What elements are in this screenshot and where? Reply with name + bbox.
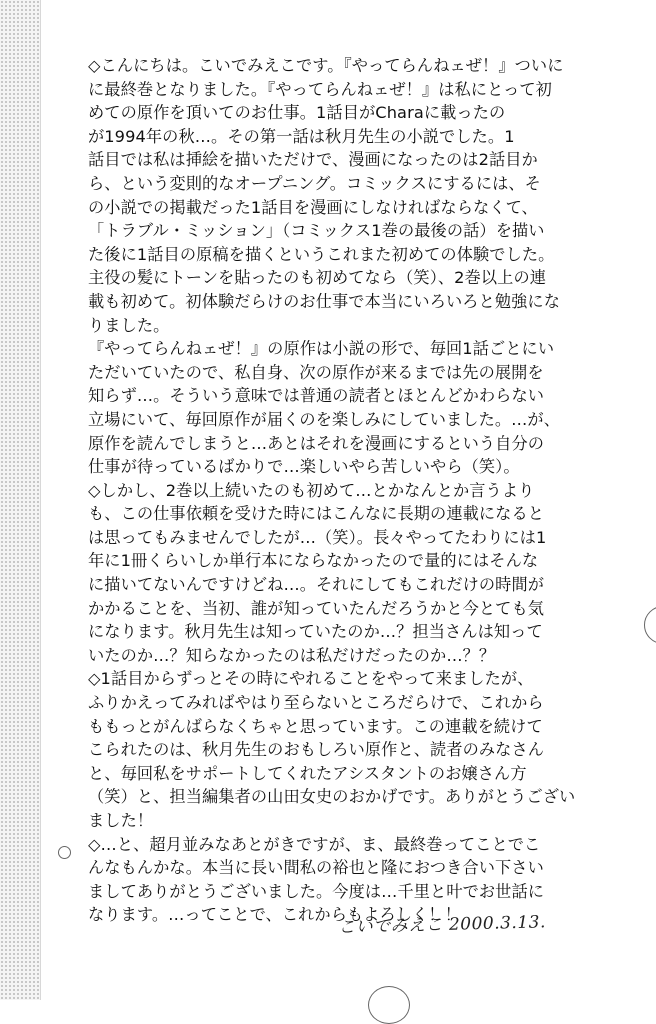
afterword-line: と、毎回私をサポートしてくれたアシスタントのお嬢さん方	[88, 763, 527, 783]
screentone-margin-strip	[0, 0, 40, 1000]
afterword-line: ら、という変則的なオープニング。コミックスにするには、そ	[88, 173, 541, 193]
afterword-line: かかることを、当初、誰が知っていたんだろうかと今とても気	[88, 598, 545, 618]
afterword-line: なります。…ってことで、これからもよろしく！！	[88, 905, 461, 925]
afterword-line: は思ってもみませんでしたが…（笑）。長々やってたわりには1	[88, 527, 547, 547]
afterword-line: が1994年の秋…。その第一話は秋月先生の小説でした。1	[88, 126, 515, 146]
margin-divider	[40, 0, 41, 1000]
afterword-line: いたのか…？知らなかったのは私だけだったのか…？？	[88, 645, 496, 665]
afterword-line: ただいていたので、私自身、次の原作が来るまでは先の展開を	[88, 362, 544, 382]
afterword-line: ◇こんにちは。こいでみえこです。『やってらんねェぜ！』ついに	[88, 56, 564, 75]
afterword-line: んなもんかな。本当に長い間私の裕也と隆におつき合い下さい	[88, 858, 544, 878]
afterword-line: に最終巻となりました。『やってらんねェぜ！』は私にとって初	[88, 79, 552, 99]
afterword-line: 載も初めて。初体験だらけのお仕事で本当にいろいろと勉強にな	[88, 291, 561, 311]
afterword-line: （笑）と、担当編集者の山田女史のおかげです。ありがとうござい	[88, 787, 576, 807]
afterword-line: ◇…と、超月並みなあとがきですが、ま、最終巻ってことでこ	[88, 834, 541, 854]
afterword-line: ◇しかし、2巻以上続いたのも初めて…とかなんとか言うより	[88, 480, 535, 500]
afterword-line: ましてありがとうございました。今度は…千里と叶でお世話に	[88, 881, 545, 901]
afterword-line: ました！	[88, 811, 154, 830]
afterword-line: ももっとがんばらなくちゃと思っています。この連載を続けて	[88, 716, 543, 736]
afterword-line: の小説での掲載だった1話目を漫画にしなければならなくて、	[88, 197, 538, 217]
author-signature: こいでみえこ 2000.3.13.	[337, 912, 547, 938]
afterword-line: た後に1話目の原稿を描くというこれまた初めての体験でした。	[88, 244, 555, 264]
afterword-line: こられたのは、秋月先生のおもしろい原作と、読者のみなさん	[88, 740, 545, 760]
afterword-line: 主役の髪にトーンを貼ったのも初めてなら（笑）、2巻以上の連	[88, 268, 547, 288]
afterword-line: も、この仕事依頼を受けた時にはこんなに長期の連載になると	[88, 504, 545, 524]
afterword-text-block	[88, 54, 620, 927]
afterword-line: になります。秋月先生は知っていたのか…？担当さんは知って	[88, 622, 543, 642]
afterword-line: 年に1冊くらいしか単行本にならなかったので量的にはそんな	[88, 551, 539, 571]
afterword-line: 原作を読んでしまうと…あとはそれを漫画にするという自分の	[88, 433, 545, 453]
binding-hole-mark	[644, 606, 656, 644]
afterword-line: 「トラブル・ミッション」（コミックス1巻の最後の話）を描い	[88, 221, 545, 241]
afterword-line: 話目では私は挿絵を描いただけで、漫画になったのは2話目か	[88, 150, 538, 170]
afterword-line: ふりかえってみればやはり至らないところだらけで、これから	[88, 693, 544, 713]
afterword-line: めての原作を頂いてのお仕事。1話目がCharaに載ったの	[88, 103, 506, 123]
binding-hole-mark	[58, 846, 71, 859]
afterword-line: 『やってらんねェぜ！』の原作は小説の形で、毎回1話ごとにい	[88, 339, 555, 359]
afterword-line: 知らず…。そういう意味では普通の読者とほとんどかわらない	[88, 386, 545, 406]
afterword-line: ◇1話目からずっとその時にやれることをやって来ましたが、	[88, 669, 534, 689]
afterword-line: 仕事が待っているばかりで…楽しいやら苦しいやら（笑）。	[88, 457, 520, 477]
afterword-line: に描いてないんですけどね…。それにしてもこれだけの時間が	[88, 575, 545, 595]
binding-hole-mark	[368, 986, 410, 1024]
afterword-line: 立場にいて、毎回原作が届くのを楽しみにしていました。…が、	[88, 409, 561, 429]
afterword-line: りました。	[88, 315, 170, 335]
